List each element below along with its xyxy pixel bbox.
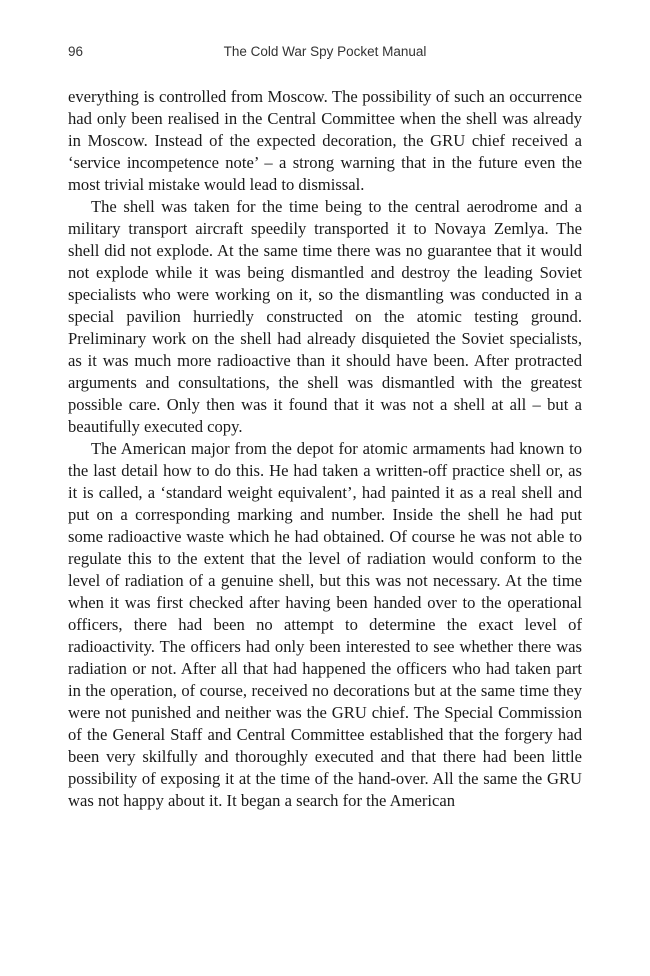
paragraph-1: everything is controlled from Moscow. The possibility of such an occurrence had only been realised in the Central Committee when the shell was already in Moscow. Instead of the expected decoration, the GRU chief received a ‘service incompetence note’ – a strong warning that in the future even the most trivial mistake would lead to dismissal. xyxy=(68,87,582,194)
page-number: 96 xyxy=(68,44,84,59)
book-title: The Cold War Spy Pocket Manual xyxy=(223,44,427,59)
paragraph-3: The American major from the depot for atomic armaments had known to the last detail how to do this. He had taken a written-off practice shell or, as it is called, a ‘standard weight equivalent’, had painted it as a real shell and put on a corresponding marking and number. Inside the shell he had put some radioactive waste which he had obtained. Of course he was not able to regulate this to the extent that the level of radiation would conform to the level of radiation of a genuine shell, but this was not necessary. At the time when it was first checked after having been handed over to the operational officers, there had been no attempt to determine the exact level of radioactivity. The officers had only been interested to see whether there was radiation or not. After all that had happened the officers who had taken part in the operation, of course, received no decorations but at the same time they were not punished and neither was the GRU chief. The Special Commission of the General Staff and Central Committee established that the forgery had been very skilfully and thoroughly executed and that there had been little possibility of exposing it at the time of the hand-over. All the same the GRU was not happy about it. It began a search for the American xyxy=(68,439,582,810)
running-head xyxy=(68,44,582,64)
paragraph-2: The shell was taken for the time being to the central aerodrome and a military transport aircraft speedily transported it to Novaya Zemlya. The shell did not explode. At the same time there was no guarantee that it would not explode while it was being dismantled and destroy the leading Soviet specialists who were working on it, so the dismantling was conducted in a special pavilion hurriedly constructed on the atomic testing ground. Preliminary work on the shell had already disquieted the Soviet specialists, as it was much more radioactive than it should have been. After protracted arguments and consultations, the shell was dismantled with the greatest possible care. Only then was it found that it was not a shell at all – but a beautifully executed copy. xyxy=(68,197,582,436)
body-text xyxy=(68,86,582,812)
